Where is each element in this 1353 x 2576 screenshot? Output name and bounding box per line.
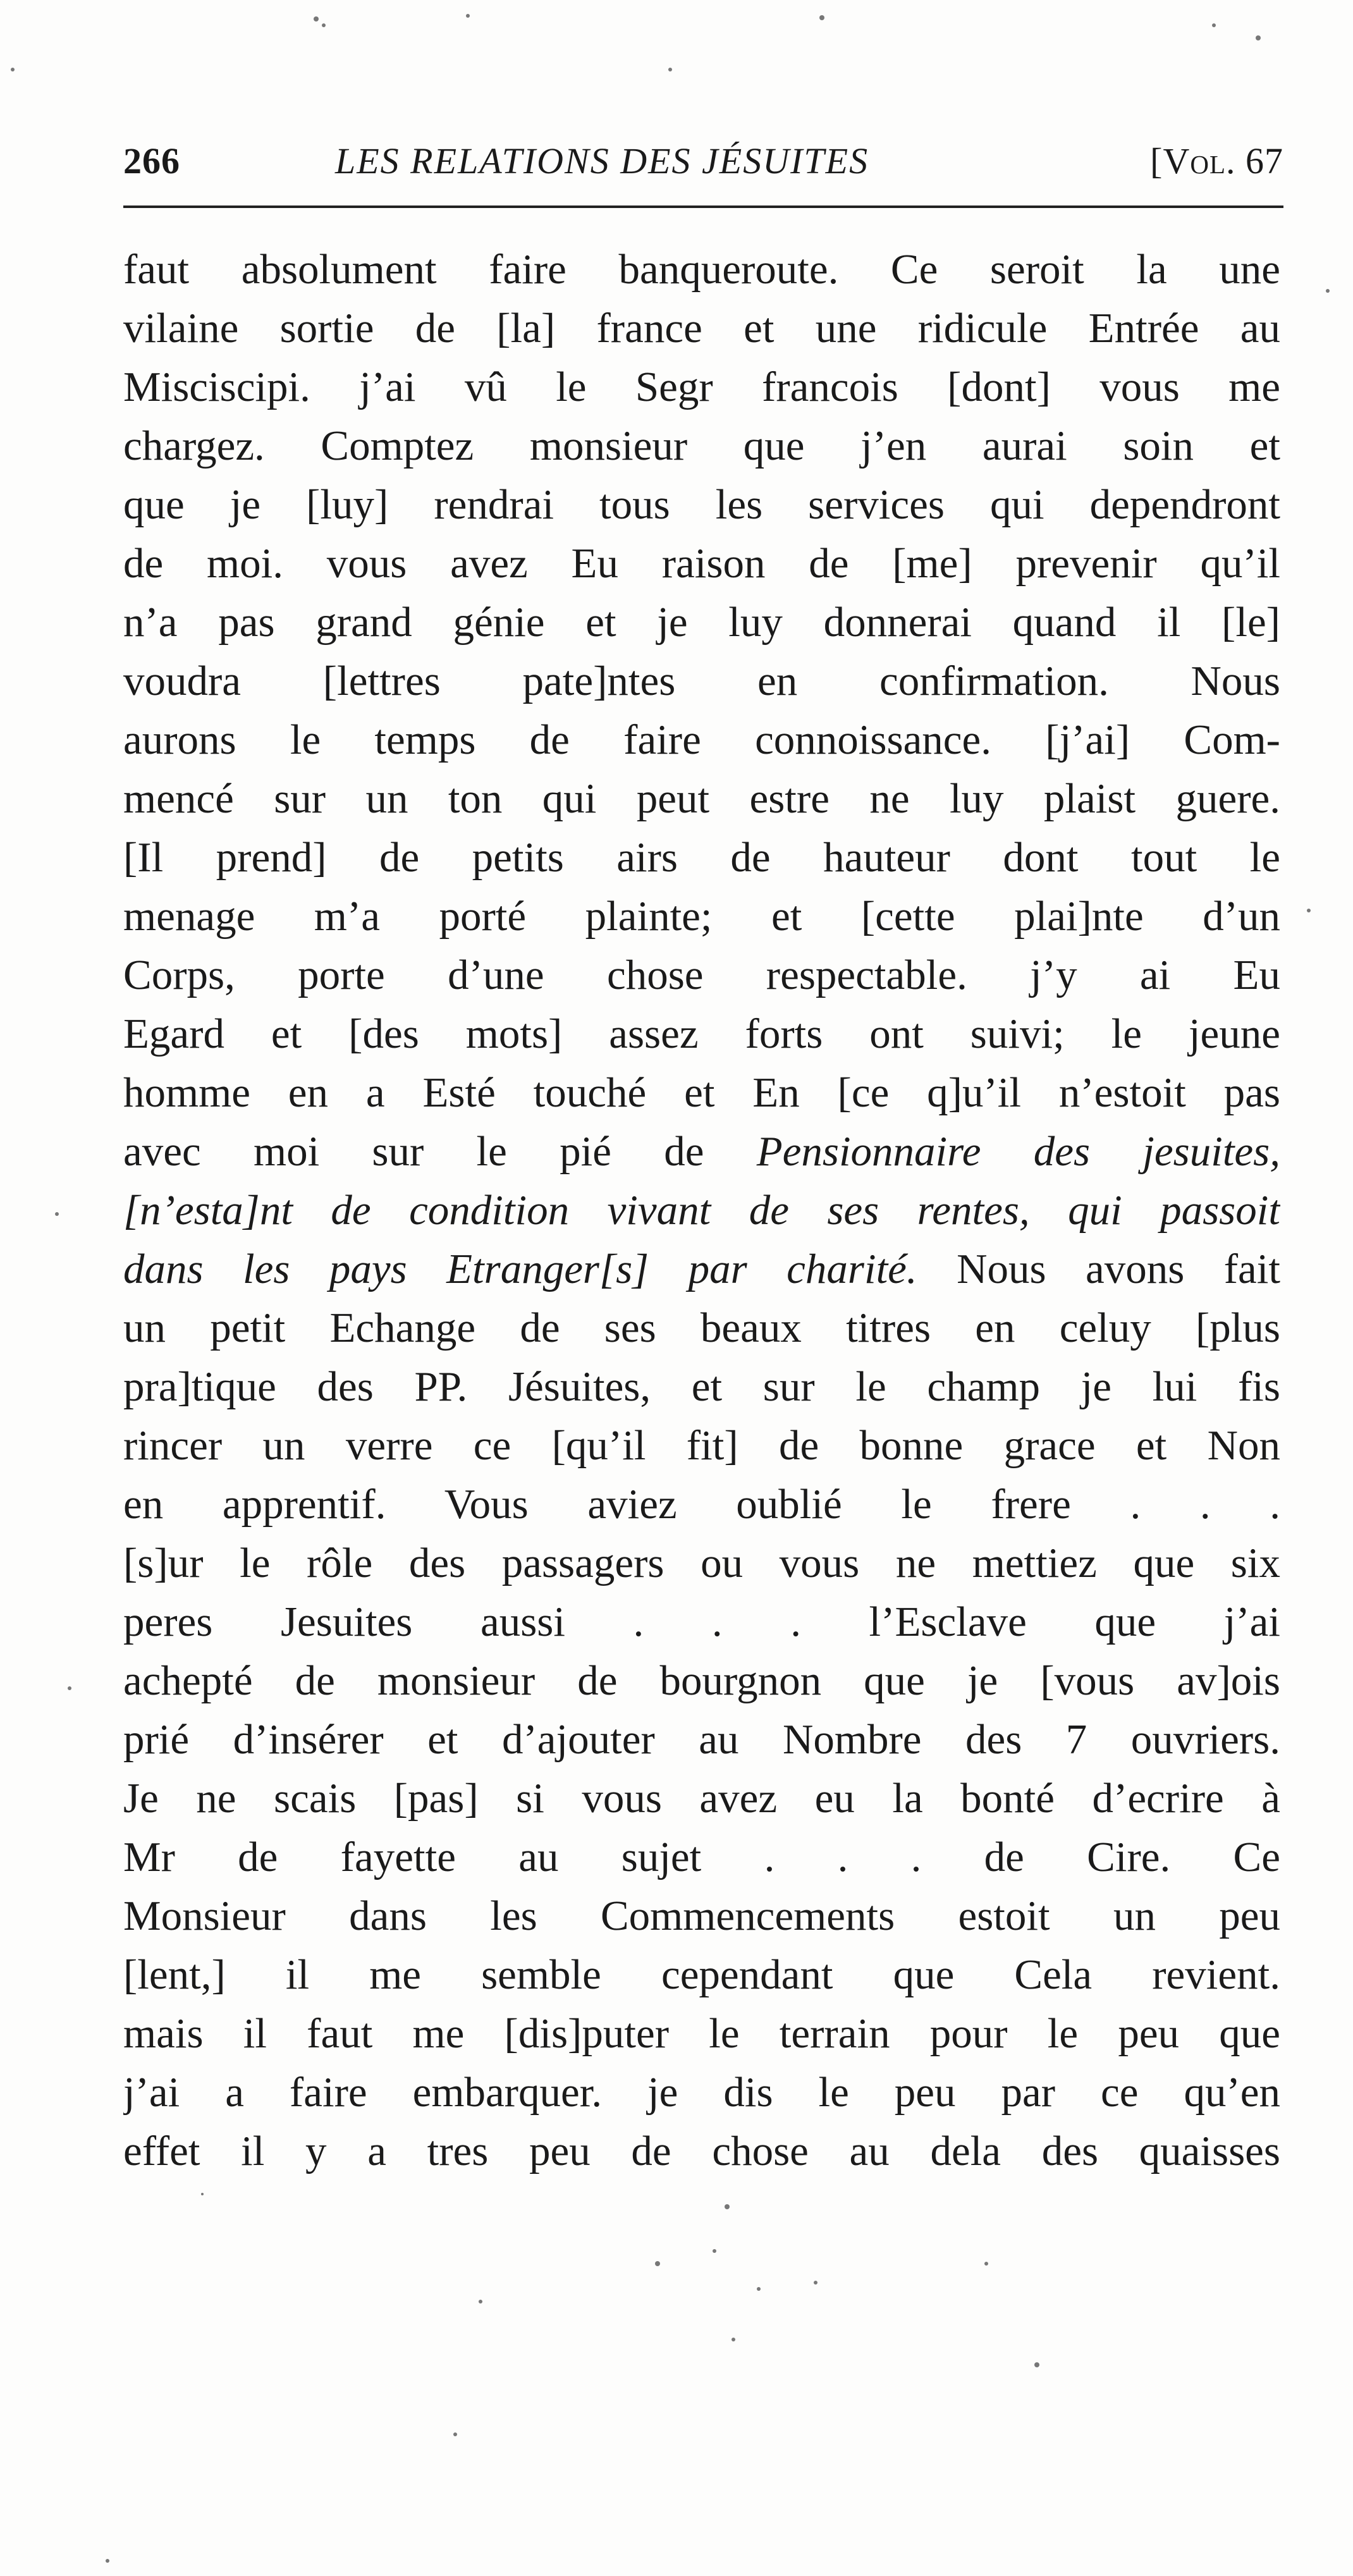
text-line: [123, 828, 1280, 887]
text-line: [123, 1240, 1280, 1299]
text-line: [123, 1064, 1280, 1122]
page-number: 266: [123, 140, 180, 181]
text-run: [s]ur le rôle des passagers ou vous ne mettiez que six: [123, 1540, 1280, 1586]
running-title: LES RELATIONS DES JÉSUITES: [335, 140, 869, 181]
text-run: de moi. vous avez Eu raison de [me] prevenir qu’il: [123, 540, 1280, 587]
text-run: aurons le temps de faire connoissance. [j’ai] Com-: [123, 716, 1280, 763]
text-run: menage m’a porté plainte; et [cette plai]nte d’un: [123, 893, 1280, 940]
body-text: [123, 240, 1280, 2181]
text-line: [123, 2063, 1280, 2122]
text-run: Je ne scais [pas] si vous avez eu la bonté d’ecrire à: [123, 1775, 1280, 1822]
text-line: [123, 652, 1280, 711]
text-line: [123, 1005, 1280, 1064]
text-line: [123, 1887, 1280, 1946]
text-run: un petit Echange de ses beaux titres en celuy [plus: [123, 1304, 1280, 1351]
text-run: voudra [lettres pate]ntes en confirmation. Nous: [123, 658, 1280, 704]
text-line: [123, 1475, 1280, 1534]
italic-text-run: Pensionnaire des jesuites,: [756, 1128, 1280, 1175]
text-run: n’a pas grand génie et je luy donnerai quand il [le]: [123, 599, 1280, 646]
text-run: rincer un verre ce [qu’il fit] de bonne grace et Non: [123, 1422, 1280, 1469]
text-line: [123, 299, 1280, 358]
text-line: [123, 593, 1280, 652]
text-run: Mr de fayette au sujet . . . de Cire. Ce: [123, 1834, 1280, 1880]
text-line: [123, 534, 1280, 593]
text-run: chargez. Comptez monsieur que j’en aurai soin et: [123, 422, 1280, 469]
text-line: [123, 1416, 1280, 1475]
text-run: effet il y a tres peu de chose au dela des quaisses: [123, 2128, 1280, 2174]
text-run: Egard et [des mots] assez forts ont suivi; le jeune: [123, 1010, 1280, 1057]
text-line: [123, 1652, 1280, 1710]
running-head: [123, 136, 1283, 187]
text-line: [123, 711, 1280, 770]
header-rule: [123, 205, 1283, 208]
text-run: mencé sur un ton qui peut estre ne luy plaist guere.: [123, 775, 1280, 822]
text-line: [123, 1358, 1280, 1416]
text-line: [123, 1593, 1280, 1652]
text-run: j’ai a faire embarquer. je dis le peu par ce qu’en: [123, 2069, 1280, 2116]
text-line: [123, 887, 1280, 946]
text-line: [123, 1946, 1280, 2004]
text-run: [Il prend] de petits airs de hauteur dont tout le: [123, 834, 1280, 881]
text-line: [123, 1534, 1280, 1593]
text-run: homme en a Esté touché et En [ce q]u’il n’estoit pas: [123, 1069, 1280, 1116]
text-line: [123, 240, 1280, 299]
text-line: [123, 2122, 1280, 2181]
text-run: que je [luy] rendrai tous les services qui dependront: [123, 481, 1280, 528]
text-line: [123, 417, 1280, 475]
text-line: [123, 1769, 1280, 1828]
text-run: Misciscipi. j’ai vû le Segr francois [dont] vous me: [123, 364, 1280, 410]
text-line: [123, 1122, 1280, 1181]
text-line: [123, 358, 1280, 417]
text-line: [123, 946, 1280, 1005]
text-line: [123, 1181, 1280, 1240]
text-run: Corps, porte d’une chose respectable. j’y ai Eu: [123, 952, 1280, 998]
text-run: Monsieur dans les Commencements estoit un peu: [123, 1892, 1280, 1939]
text-run: prié d’insérer et d’ajouter au Nombre des 7 ouvriers.: [123, 1716, 1280, 1763]
text-run: pra]tique des PP. Jésuites, et sur le champ je lui fis: [123, 1363, 1280, 1410]
text-run: vilaine sortie de [la] france et une ridicule Entrée au: [123, 305, 1280, 352]
text-line: [123, 1710, 1280, 1769]
text-line: [123, 1299, 1280, 1358]
italic-text-run: dans les pays Etranger[s] par charité.: [123, 1246, 917, 1292]
text-run: [lent,] il me semble cependant que Cela revient.: [123, 1951, 1280, 1998]
text-line: [123, 2004, 1280, 2063]
volume-label: [Vol. 67: [1150, 140, 1283, 181]
text-line: [123, 475, 1280, 534]
text-run: achepté de monsieur de bourgnon que je [vous av]ois: [123, 1657, 1280, 1704]
text-run: faut absolument faire banqueroute. Ce seroit la une: [123, 246, 1280, 293]
text-run: Nous avons fait: [917, 1246, 1280, 1292]
italic-text-run: [n’esta]nt de condition vivant de ses rentes, qui passoit: [123, 1187, 1280, 1234]
text-run: mais il faut me [dis]puter le terrain pour le peu que: [123, 2010, 1280, 2057]
text-run: en apprentif. Vous aviez oublié le frere . . .: [123, 1481, 1280, 1528]
text-run: peres Jesuites aussi . . . l’Esclave que j’ai: [123, 1598, 1280, 1645]
text-line: [123, 770, 1280, 828]
text-line: [123, 1828, 1280, 1887]
text-run: avec moi sur le pié de: [123, 1128, 757, 1175]
